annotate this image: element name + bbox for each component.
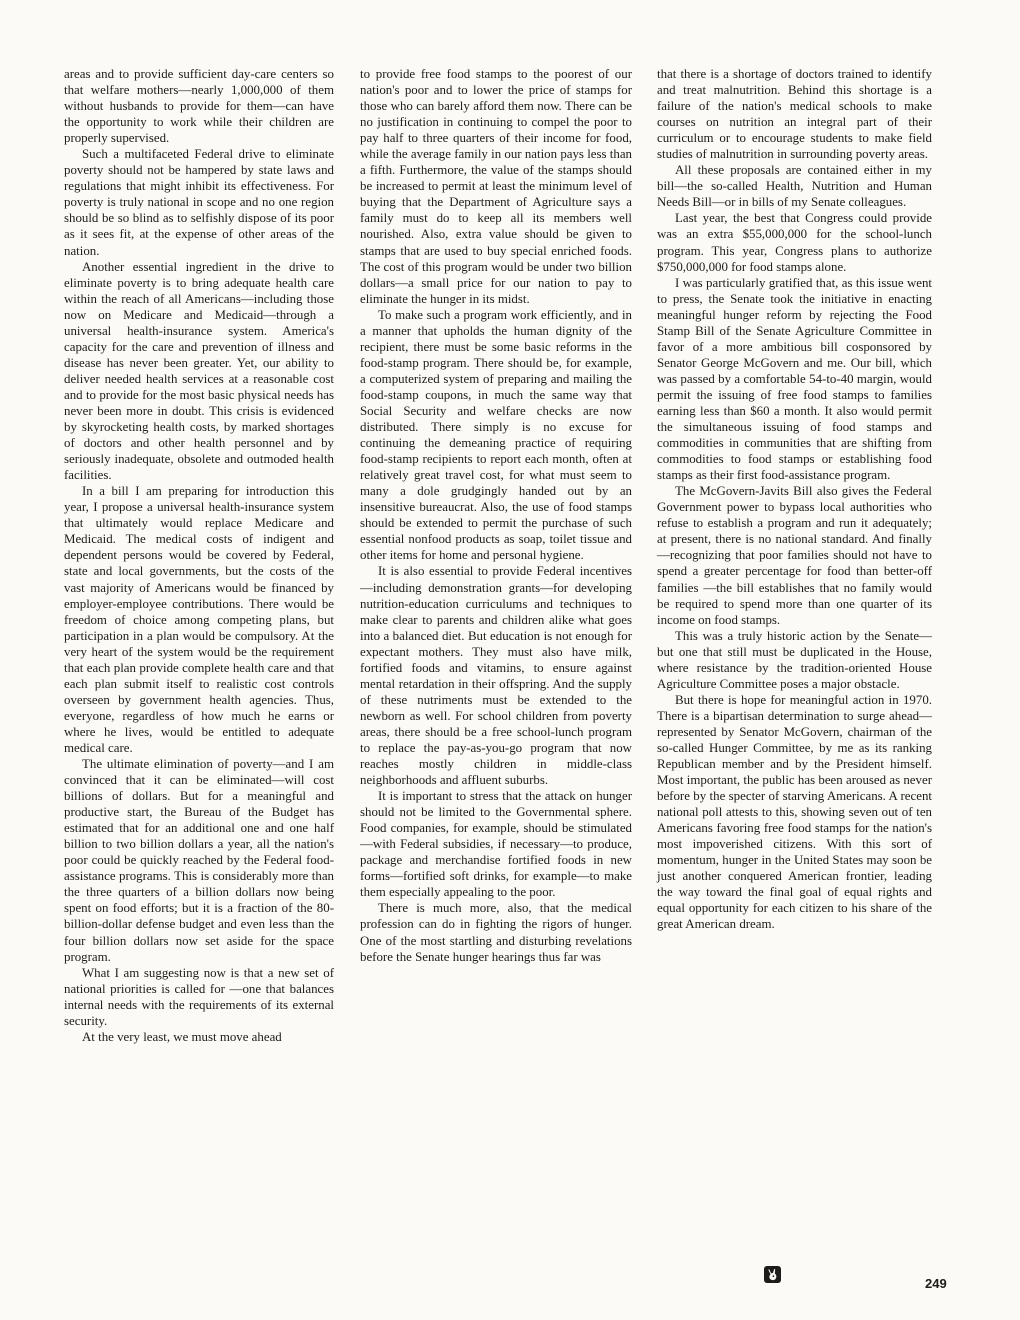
paragraph: areas and to provide sufficient day-care centers so that welfare mothers—nearly 1,000,000 of them without husbands to provide for them—can have the opportunity to work while their children are properly supervised. xyxy=(64,67,334,146)
article-column-1 xyxy=(64,66,334,1045)
paragraph: The ultimate elimination of poverty—and I am convinced that it can be eliminated—will cost billions of dollars. But for a meaningful and productive start, the Bureau of the Budget has estimated that for an additional one and one half billion to two billion dollars a year, all the nation's poor could be quickly reached by the Federal food-assistance programs. This is considerably more than the three quarters of a billion dollars now being spent on food efforts; but it is a fraction of the 80-billion-dollar defense budget and even less than the four billion dollars now set aside for the space program. xyxy=(64,757,334,964)
paragraph: It is also essential to provide Federal incentives—including demonstration grants—for developing nutrition-education curriculums and techniques to make clear to parents and children alike what goes into a balanced diet. But education is not enough for expectant mothers. They must also have milk, fortified foods and vitamins, to ensure against mental retardation in their offspring. And the supply of these nutriments must be extended to the newborn as well. For school children from poverty areas, there should be a free school-lunch program to replace the pay-as-you-go program that now reaches mostly children in middle-class neighborhoods and affluent suburbs. xyxy=(360,564,632,788)
paragraph: to provide free food stamps to the poorest of our nation's poor and to lower the price of stamps for those who can barely afford them now. There can be no justification in continuing to compel the poor to pay half to three quarters of their income for food, while the average family in our nation pays less than a fifth. Furthermore, the value of the stamps should be increased to permit at least the minimum level of buying that the Department of Agriculture says a family must do to keep all its members well nourished. Also, extra value should be given to stamps that are used to buy special enriched foods. The cost of this program would be under two billion dollars—a small price for our nation to pay to eliminate the hunger in its midst. xyxy=(360,67,632,306)
paragraph: But there is hope for meaningful action in 1970. There is a bipartisan determination to surge ahead—represented by Senator McGovern, chairman of the so-called Hunger Committee, by me as its ranking Republican member and by the President himself. Most important, the public has been aroused as never before by the specter of starving Americans. A recent national poll attests to this, showing seven out of ten Americans favoring free food stamps for the nation's most impoverished citizens. With this sort of momentum, hunger in the United States may soon be just another conquered American frontier, leading the way toward the final goal of equal rights and equal opportunity for each citizen to his share of the great American dream. xyxy=(657,692,932,932)
article-column-2 xyxy=(360,66,632,965)
paragraph: Such a multifaceted Federal drive to eliminate poverty should not be hampered by state laws and regulations that might inhibit its effectiveness. For poverty is truly national in scope and no one region should be so blind as to selfishly dispose of its poor as it sees fit, at the expense of other areas of the nation. xyxy=(64,147,334,258)
paragraph: Last year, the best that Congress could provide was an extra $55,000,000 for the school-lunch program. This year, Congress plans to authorize $750,000,000 for food stamps alone. xyxy=(657,211,932,274)
paragraph: To make such a program work efficiently, and in a manner that upholds the human dignity of the recipient, there must be some basic reforms in the food-stamp program. There should be, for example, a computerized system of preparing and mailing the food-stamp coupons, in much the same way that Social Security and welfare checks are now distributed. There simply is no excuse for continuing the demeaning practice of requiring food-stamp recipients to report each month, often at relatively great travel cost, for what must seem to many a dole grudgingly handed out by an insensitive bureaucrat. Also, the use of food stamps should be extended to permit the purchase of such essential nonfood products as soap, toilet tissue and other items for home and personal hygiene. xyxy=(360,307,632,563)
paragraph: This was a truly historic action by the Senate—but one that still must be duplicated in the House, where resistance by the tradition-oriented House Agriculture Committee poses a major obstacle. xyxy=(657,628,932,691)
paragraph: All these proposals are contained either in my bill—the so-called Health, Nutrition and Human Needs Bill—or in bills of my Senate colleagues. xyxy=(657,163,932,210)
paragraph: At the very least, we must move ahead xyxy=(82,1029,282,1044)
paragraph: The McGovern-Javits Bill also gives the Federal Government power to bypass local authorities who refuse to establish a program and run it adequately; at present, there is no national standard. And finally—recognizing that poor families should not have to spend a greater percentage for food than better-off families —the bill establishes that no family would be required to spend more than one quarter of its income on food stamps. xyxy=(657,484,932,627)
paragraph: What I am suggesting now is that a new set of national priorities is called for —one that balances internal needs with the requirements of its external security. xyxy=(64,965,334,1028)
paragraph: I was particularly gratified that, as this issue went to press, the Senate took the initiative in enacting meaningful hunger reform by rejecting the Food Stamp Bill of the Senate Agriculture Committee in favor of a more ambitious bill cosponsored by Senator George McGovern and me. Our bill, which was passed by a comfortable 54-to-40 margin, would permit the issuing of free food stamps to families earning less than $60 a month. It also would permit the simultaneous issuing of food stamps and commodities in communities that are shifting from commodities to food stamps or establishing food stamps as their first food-assistance program. xyxy=(657,275,932,483)
article-column-3 xyxy=(657,66,932,933)
page-number: 249 xyxy=(925,1276,947,1291)
paragraph: There is much more, also, that the medical profession can do in fighting the rigors of hunger. One of the most startling and disturbing revelations before the Senate hunger hearings thus far was xyxy=(360,901,632,964)
paragraph: that there is a shortage of doctors trained to identify and treat malnutrition. Behind this shortage is a failure of the nation's medical schools to make courses on nutrition an integral part of their curriculum or to encourage students to make field studies of malnutrition in surrounding poverty areas. xyxy=(657,67,932,162)
rabbit-head-icon xyxy=(764,1266,781,1283)
paragraph: In a bill I am preparing for introduction this year, I propose a universal health-insurance system that ultimately would replace Medicare and Medicaid. The medical costs of indigent and dependent persons would be covered by Federal, state and local governments, but the costs of the vast majority of Americans would be financed by employer-employee contributions. There would be freedom of choice among competing plans, but participation in a plan would be compulsory. At the very heart of the system would be the requirement that each plan provide complete health care and that each plan submit itself to realistic cost controls overseen by government health agencies. Thus, everyone, regardless of how much he earns or where he lives, would be entitled to adequate medical care. xyxy=(64,484,334,755)
paragraph: It is important to stress that the attack on hunger should not be limited to the Governmental sphere. Food companies, for example, should be stimulated—with Federal subsidies, if necessary—to produce, package and merchandise fortified foods in new forms—fortified soft drinks, for example—to make them especially appealing to the poor. xyxy=(360,789,632,900)
paragraph: Another essential ingredient in the drive to eliminate poverty is to bring adequate health care within the reach of all Americans—including those now on Medicare and Medicaid—through a universal health-insurance system. America's capacity for the care and prevention of illness and disease has never been greater. Yet, our ability to deliver needed health services at a reasonable cost and to provide for the most basic physical needs has never been more in doubt. This crisis is evidenced by skyrocketing health costs, by marked shortages of doctors and other health personnel and by seriously inadequate, obsolete and outmoded health facilities. xyxy=(64,259,334,483)
